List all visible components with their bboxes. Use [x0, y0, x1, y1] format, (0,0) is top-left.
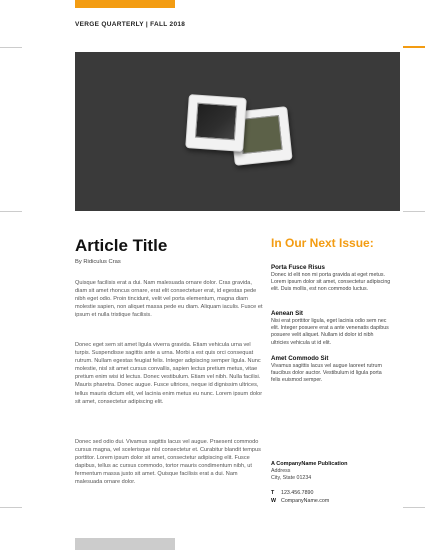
next-issue-item-text: Vivamus sagittis lacus vel augue laoreet rutrum faucibus dolor auctor. Vestibulum id ligula porta felis euismod semper. [271, 363, 382, 384]
website-row [271, 498, 329, 504]
publication-name: A CompanyName Publication [271, 461, 348, 467]
next-issue-item-text: Nisi erat porttitor ligula, eget lacinia odio sem nec elit. Integer posuere erat a ante venenatis dapibus posuere velit aliquet. Nullam id dolor id nibh ultricies vehicula ut id elit. [271, 318, 389, 346]
next-issue-item-title: Porta Fusce Risus [271, 264, 325, 271]
address-line-2: City, State 01234 [271, 475, 312, 482]
top-accent-bar [75, 0, 175, 8]
margin-mark-right-bottom [403, 507, 425, 508]
hero-photo [75, 52, 400, 211]
phone-label: T [271, 490, 275, 496]
margin-mark-left-mid [0, 211, 22, 212]
article-byline: By Ridiculus Cras [75, 259, 121, 265]
next-issue-item-text: Donec id elit non mi porta gravida at eget metus. Lorem ipsum dolor sit amet, consectetur adipiscing elit. Duis mollis, est non commodo luctus. [271, 272, 391, 293]
issue-header: VERGE QUARTERLY | FALL 2018 [75, 21, 186, 28]
margin-mark-left-bottom [0, 507, 22, 508]
phone-row [271, 490, 313, 496]
website-label: W [271, 498, 276, 504]
margin-mark-left-top [0, 47, 22, 48]
publication-address [271, 468, 311, 482]
article-paragraph: Donec eget sem sit amet ligula viverra gravida. Etiam vehicula urna vel turpis. Suspendisse sagittis ante a urna. Morbi a est quis orci consequat rutrum. Nullam egestas feugiat felis. Integer adipiscing semper ligula. Nunc molestie, nisl sit amet cursus convallis, sapien lectus pretium metus, vitae pretium enim wisi id lectus. Donec vestibulum. Etiam vel nibh. Nulla facilisi. Mauris pharetra. Donec augue. Fusce ultrices, neque id dignissim ultrices, tellus mauris dictum elit, vel lacinia enim metus eu nunc. Lorem ipsum dolor sit amet, consectetur adipiscing elit. [75, 342, 263, 405]
bottom-gray-bar [75, 538, 175, 550]
article-title: Article Title [75, 236, 168, 255]
next-issue-item-title: Aenean Sit [271, 310, 303, 317]
slide-mount-front [185, 94, 247, 152]
address-line-1: Address [271, 468, 291, 474]
website-link[interactable]: CompanyName.com [281, 498, 330, 504]
margin-mark-right-mid [403, 211, 425, 212]
phone-number: 123.456.7890 [281, 490, 314, 496]
margin-mark-right-top [403, 46, 425, 48]
article-paragraph: Donec sed odio dui. Vivamus sagittis lacus vel augue. Praesent commodo cursus magna, vel scelerisque nisl consectetur et. Curabitur blandit tempus porttitor. Lorem ipsum dolor sit amet, consectetur adipiscing elit. Fusce dapibus, tellus ac cursus commodo, tortor mauris condimentum nibh, ut fermentum massa justo sit amet. Quisque facilisis erat a dui. Nam malesuada ornare dolor. [75, 439, 261, 486]
next-issue-item-title: Amet Commodo Sit [271, 355, 329, 362]
article-paragraph: Quisque facilisis erat a dui. Nam malesuada ornare dolor. Cras gravida, diam sit amet rhoncus ornare, erat elit consectetuer erat, id egestas pede nibh eget odio. Proin tincidunt, velit vel porta elementum, magna diam molestie sapien, non aliquet massa pede eu diam. Aliquam iaculis. Fusce et ipsum et nulla tristique facilisis. [75, 280, 263, 319]
next-issue-heading: In Our Next Issue: [271, 236, 374, 250]
